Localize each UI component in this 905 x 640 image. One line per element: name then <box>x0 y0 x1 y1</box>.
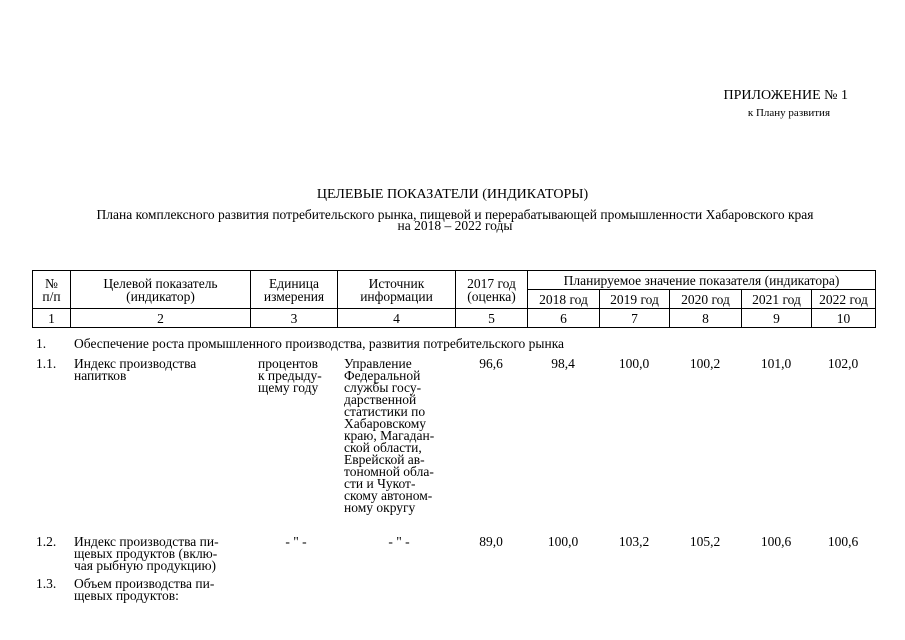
row-source-line: ской области, <box>344 440 422 455</box>
value-2021: 101,0 <box>760 356 792 371</box>
header-unit <box>251 271 338 309</box>
header-year-2018: 2018 год <box>528 290 600 309</box>
appendix-subtitle: к Плану развития <box>747 107 830 119</box>
table-row <box>32 578 877 608</box>
column-number: 5 <box>456 309 528 328</box>
value-2018: 100,0 <box>547 534 579 549</box>
subtitle-line-2: на 2018 – 2022 годы <box>397 218 513 233</box>
document-subtitle <box>40 209 870 231</box>
value-2018: 98,4 <box>551 356 575 371</box>
row-source-line: статистики по <box>344 404 426 419</box>
row-source-line: ному округу <box>344 500 416 515</box>
section-row <box>32 338 877 358</box>
header-source <box>338 271 456 309</box>
indicators-table-header <box>32 270 876 328</box>
value-2022: 102,0 <box>827 356 859 371</box>
row-unit-line: к предыду- <box>258 368 322 383</box>
row-indicator-line: Индекс производства <box>74 356 197 371</box>
document-title: ЦЕЛЕВЫЕ ПОКАЗАТЕЛИ (ИНДИКАТОРЫ) <box>316 187 589 202</box>
row-unit-line: процентов <box>258 356 319 371</box>
row-indicator-line: напитков <box>74 368 127 383</box>
row-source-line: тономной обла- <box>344 464 434 479</box>
indicators-table-body <box>32 338 877 608</box>
row-number: 1.2. <box>36 534 57 549</box>
header-indicator-line2: (индикатор) <box>126 288 195 304</box>
appendix-title: ПРИЛОЖЕНИЕ № 1 <box>723 88 848 103</box>
table-row <box>32 358 877 536</box>
row-source-line: Еврейской ав- <box>344 452 425 467</box>
row-source-line: Управление <box>344 356 412 371</box>
header-indicator-line1: Целевой показатель <box>103 275 218 291</box>
row-indicator-line: щевых продуктов (вклю- <box>74 546 218 561</box>
table-row <box>32 536 877 578</box>
row-indicator <box>74 358 244 382</box>
row-unit <box>258 358 334 394</box>
row-source-line: службы госу- <box>344 380 422 395</box>
column-number: 7 <box>600 309 670 328</box>
value-2020: 105,2 <box>689 534 721 549</box>
row-indicator-line: Индекс производства пи- <box>74 534 219 549</box>
row-source-line: Хабаровскому <box>344 416 427 431</box>
header-num-line2: п/п <box>42 288 61 304</box>
column-number: 8 <box>670 309 742 328</box>
value-2021: 100,6 <box>760 534 792 549</box>
row-indicator <box>74 578 244 602</box>
header-year-2021: 2021 год <box>742 290 812 309</box>
column-number: 10 <box>812 309 876 328</box>
column-number: 4 <box>338 309 456 328</box>
row-source-line: скому автоном- <box>344 488 433 503</box>
header-num <box>33 271 71 309</box>
row-number: 1.1. <box>36 356 57 371</box>
header-year-2019: 2019 год <box>600 290 670 309</box>
column-number: 6 <box>528 309 600 328</box>
column-number: 3 <box>251 309 338 328</box>
value-2017: 89,0 <box>479 534 503 549</box>
row-source-line: краю, Магадан- <box>344 428 435 443</box>
section-number: 1. <box>36 336 47 351</box>
header-source-line1: Источник <box>368 275 425 291</box>
row-source: - " - <box>388 534 410 549</box>
row-unit: - " - <box>285 534 307 549</box>
row-unit-line: щему году <box>258 380 319 395</box>
header-year-2020: 2020 год <box>670 290 742 309</box>
row-indicator-line: щевых продуктов: <box>74 588 179 603</box>
header-estimate <box>456 271 528 309</box>
header-year-2022: 2022 год <box>812 290 876 309</box>
row-source <box>344 358 454 514</box>
column-number: 2 <box>71 309 251 328</box>
header-estimate-line1: 2017 год <box>467 275 516 291</box>
value-2022: 100,6 <box>827 534 859 549</box>
header-indicator <box>71 271 251 309</box>
row-source-line: сти и Чукот- <box>344 476 416 491</box>
section-title: Обеспечение роста промышленного производства, развития потребительского рынка <box>74 336 565 351</box>
value-2019: 103,2 <box>618 534 650 549</box>
row-indicator <box>74 536 244 572</box>
header-planned: Планируемое значение показателя (индикатора) <box>528 271 876 290</box>
value-2017: 96,6 <box>479 356 503 371</box>
value-2020: 100,2 <box>689 356 721 371</box>
column-number: 9 <box>742 309 812 328</box>
value-2019: 100,0 <box>618 356 650 371</box>
row-number: 1.3. <box>36 576 57 591</box>
row-source-line: Федеральной <box>344 368 421 383</box>
header-estimate-line2: (оценка) <box>467 288 516 304</box>
subtitle-line-1: Плана комплексного развития потребительского рынка, пищевой и перерабатывающей промышленности Хабаровского края <box>96 207 814 222</box>
header-num-line1: № <box>45 275 58 291</box>
header-unit-line1: Единица <box>268 275 319 291</box>
header-source-line2: информации <box>360 288 433 304</box>
column-number: 1 <box>33 309 71 328</box>
row-source-line: дарственной <box>344 392 417 407</box>
row-indicator-line: Объем производства пи- <box>74 576 215 591</box>
header-unit-line2: измерения <box>263 288 325 304</box>
row-indicator-line: чая рыбную продукцию) <box>74 558 217 573</box>
